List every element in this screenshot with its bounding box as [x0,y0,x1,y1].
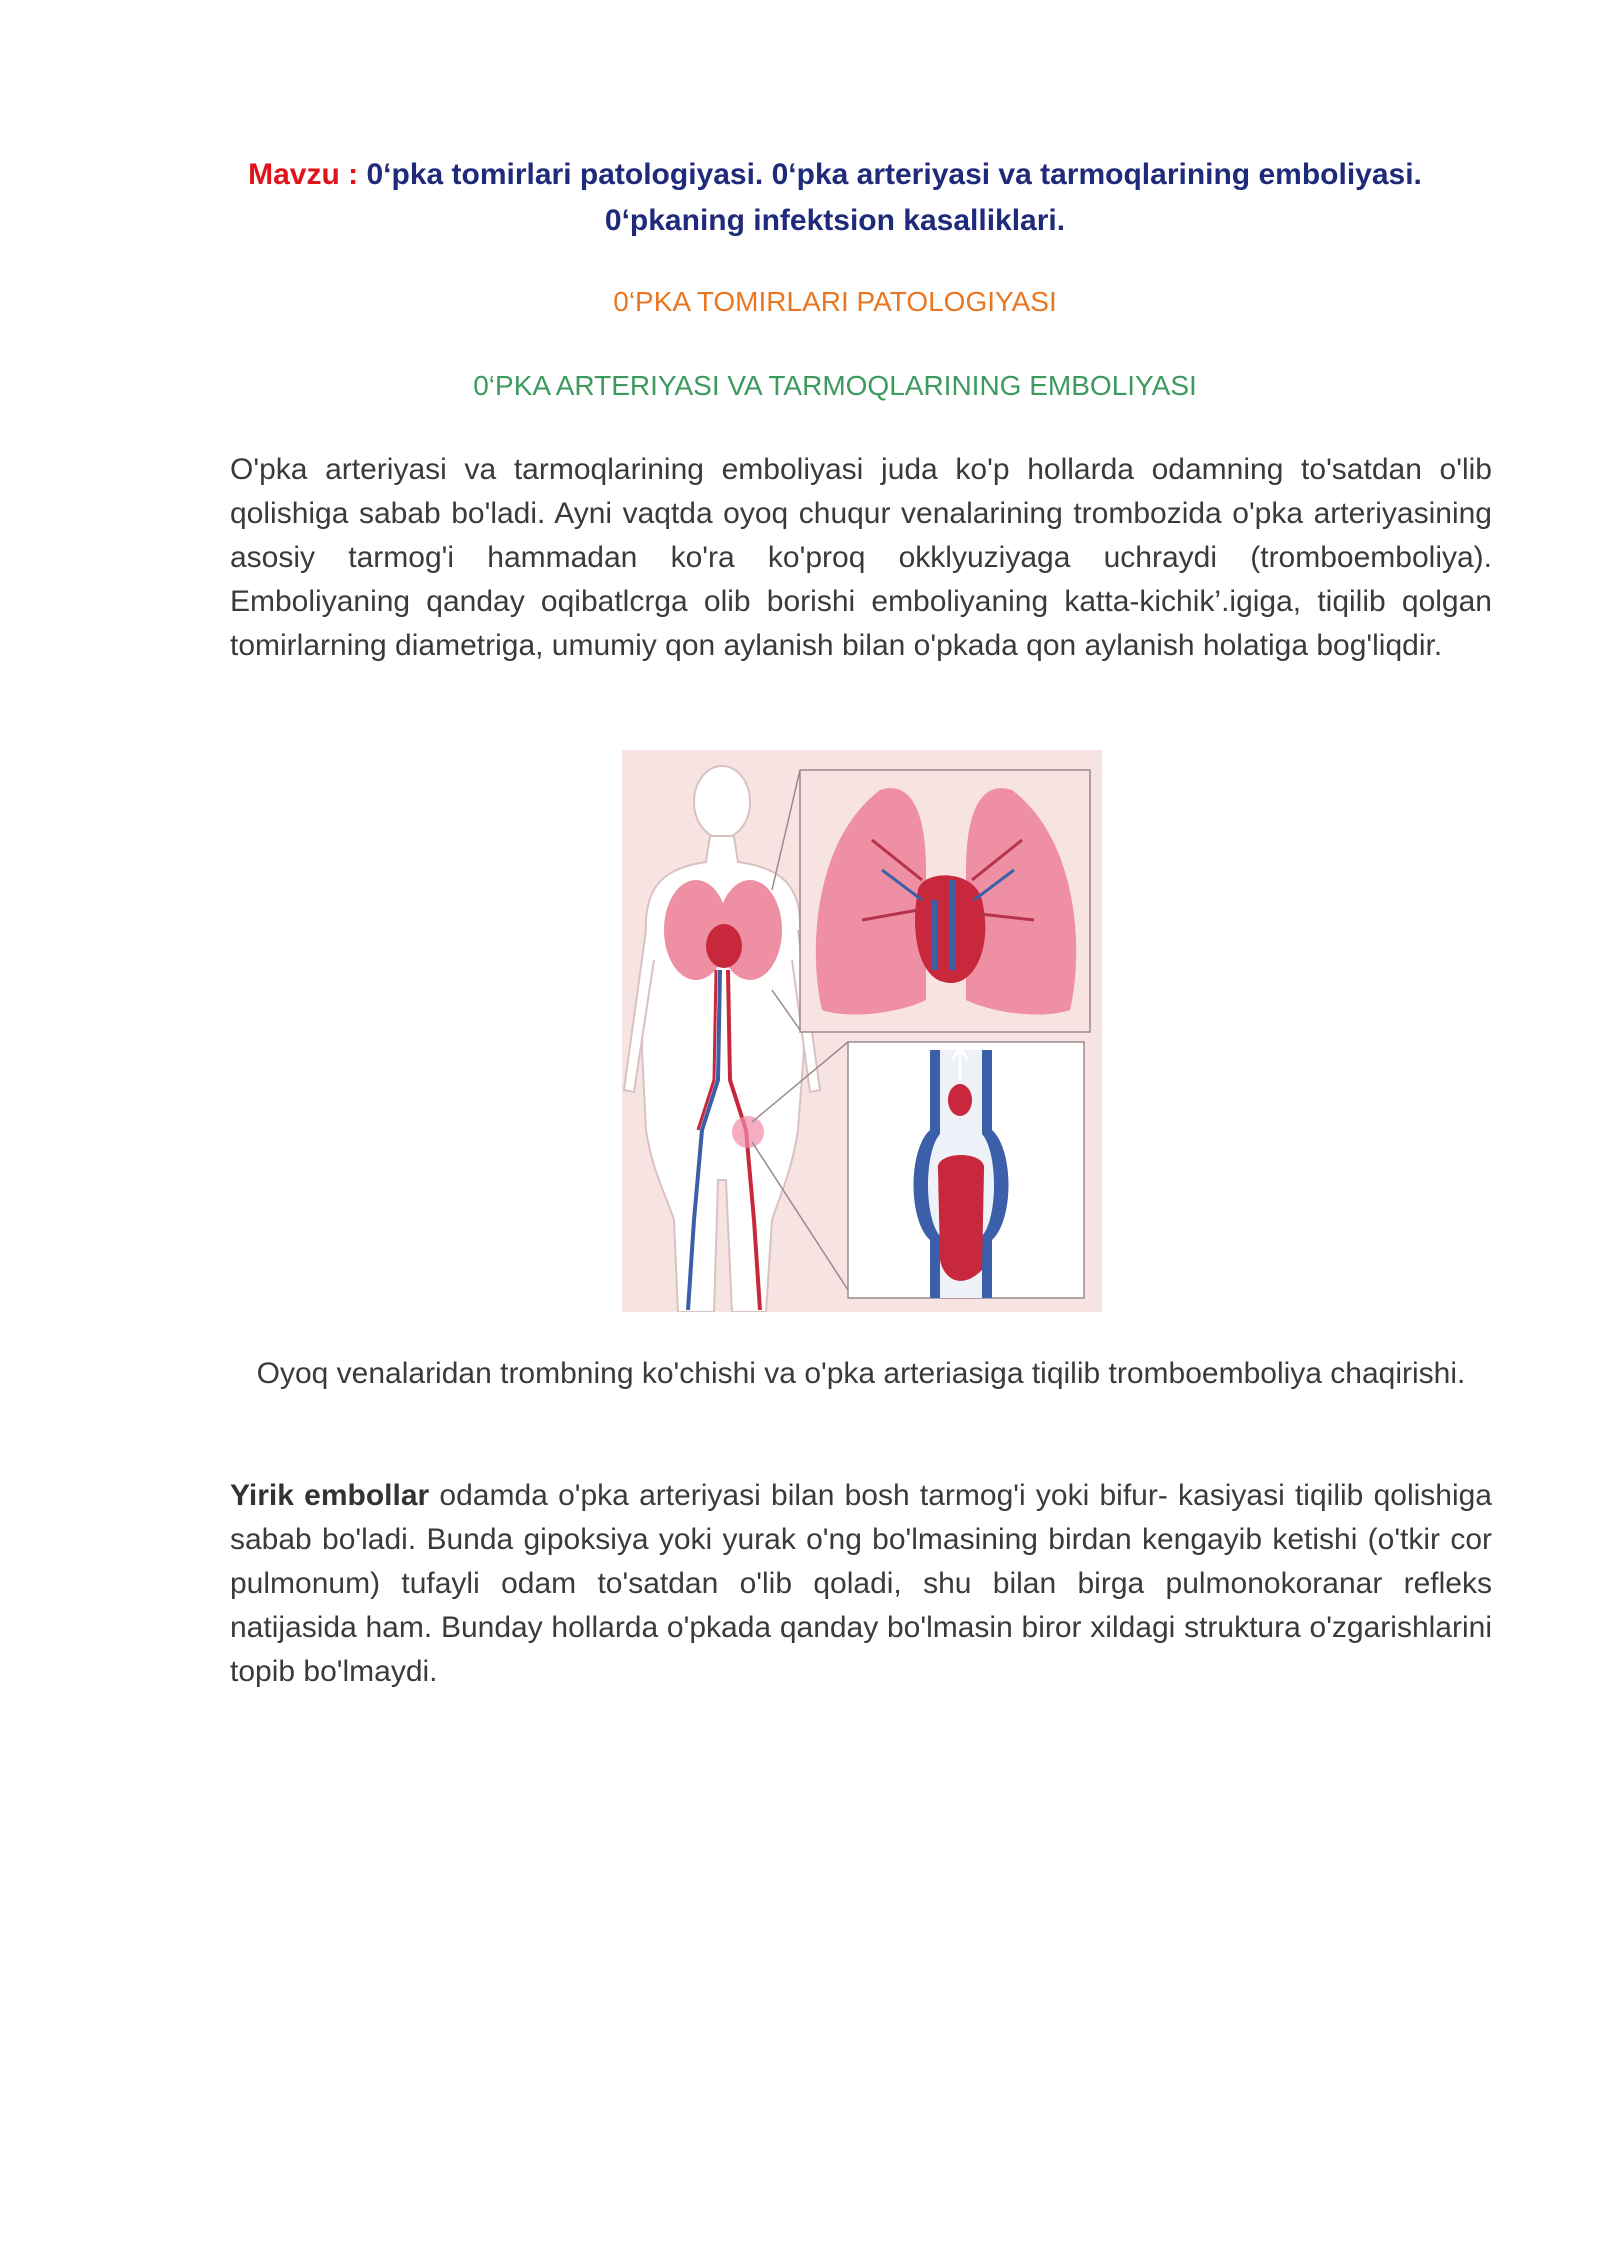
pulmonary-embolism-icon [622,750,1102,1312]
paragraph-embolism [230,1474,1492,1694]
subsection-heading: 0‘PKA ARTERIYASI VA TARMOQLARINING EMBOLIYASI [473,370,1197,401]
paragraph-intro: O'pka arteriyasi va tarmoqlarining emboliyasi juda ko'p hollarda odamning to'satdan o'lib qolishiga sabab bo'ladi. Ayni vaqtda oyoq chuqur venalarining trombozida o'pka arteriyasining asosiy tarmog'i hammadan ko'ra ko'proq okklyuziyaga uchraydi (tromboemboliya). Emboliyaning qanday oqibatlcrga olib borishi emboliyaning katta-kichik’.igiga, tiqilib qolgan tomirlarning diametriga, umumiy qon aylanish bilan o'pkada qon aylanish holatiga bog'liqdir. [230,453,1492,662]
figure-caption: Oyoq venalaridan trombning ko'chishi va o'pka arteriasiga tiqilib tromboemboliya chaqirishi. [256,1357,1466,1390]
thrombus-inset [848,1042,1084,1298]
title-text: 0‘pka tomirlari patologiyasi. 0‘pka arteriyasi va tarmoqlarining emboliyasi. 0‘pkaning infektsion kasalliklari. [366,158,1422,237]
paragraph-body: odamda o'pka arteriyasi bilan bosh tarmog'i yoki bifur- kasiyasi tiqilib qolishiga sabab bo'ladi. Bunda gipoksiya yoki yurak o'ng bo'lmasining birdan kengayib ketishi (o'tkir cor pulmonum) tufayli odam to'satdan o'lib qoladi, shu bilan birga pulmonokoranar refleks natijasida ham. Bunday hollarda o'pkada qanday bo'lmasin biror xildagi struktura o'zgarishlarini topib bo'lmaydi. [230,1479,1492,1688]
title-label: Mavzu : [248,158,359,191]
document-title [230,152,1440,244]
lungs-inset [800,770,1090,1032]
embolism-illustration [622,750,1102,1312]
section-heading: 0‘PKA TOMIRLARI PATOLOGIYASI [613,286,1057,317]
paragraph-lead-bold: Yirik embollar [230,1479,430,1512]
